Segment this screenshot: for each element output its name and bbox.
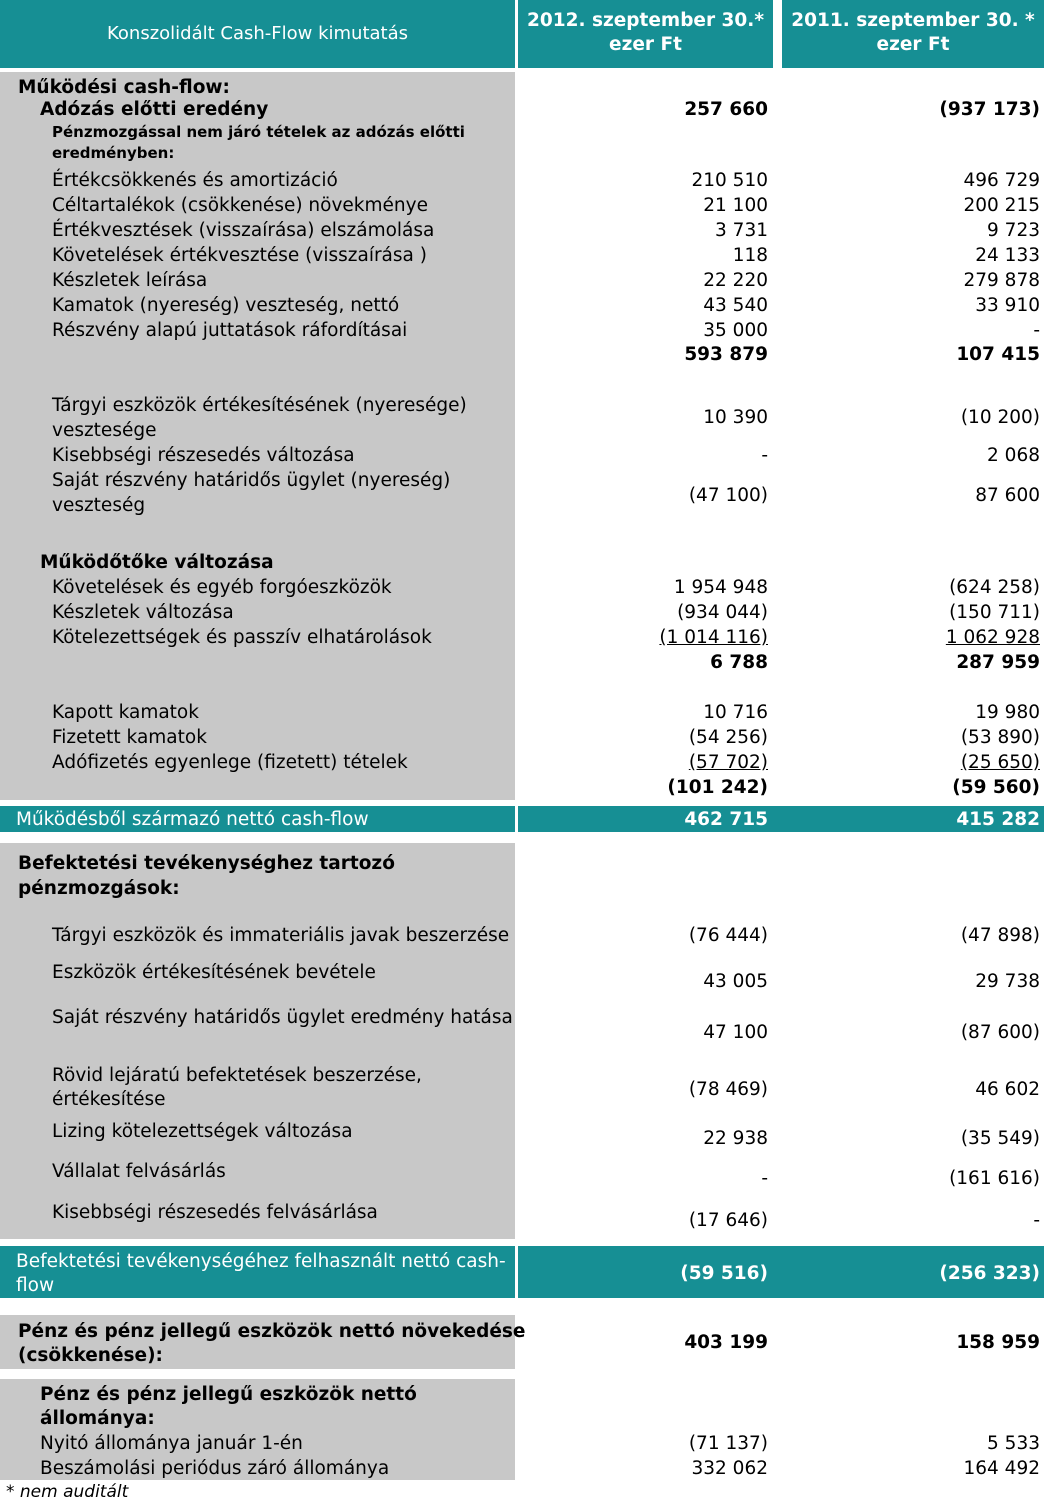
- item-label-line1: Tárgyi eszközök értékesítésének (nyeresége): [52, 395, 467, 416]
- page-title: Konszolidált Cash-Flow kimutatás: [106, 23, 409, 44]
- investing-net-label-line1: Befektetési tevékenységéhez felhasznált nettó cash-: [16, 1251, 506, 1272]
- item-value-2011: (35 549): [960, 1128, 1040, 1149]
- item-label: Lizing kötelezettségek változása: [52, 1121, 353, 1142]
- item-value-2011: 9 723: [987, 220, 1040, 241]
- subtotal1-value-2012: 593 879: [684, 344, 768, 365]
- cash-balance-heading-line1: Pénz és pénz jellegű eszközök nettó: [40, 1384, 417, 1405]
- item-value-2012: (57 702): [688, 752, 768, 773]
- pbt-label: Adózás előtti eredény: [40, 99, 269, 120]
- item-label: Kapott kamatok: [52, 702, 199, 723]
- item-label: Vállalat felvásárlás: [52, 1161, 226, 1182]
- interest-total-2011: (59 560): [952, 777, 1040, 798]
- item-label: Kamatok (nyereség) veszteség, nettó: [52, 295, 400, 316]
- item-value-2012: (54 256): [688, 727, 768, 748]
- investing-heading-line2: pénzmozgások:: [18, 878, 180, 899]
- item-value-2012: 332 062: [691, 1458, 768, 1479]
- item-value-2011: -: [1033, 1210, 1040, 1231]
- item-value-2011: 5 533: [987, 1433, 1040, 1454]
- cash-change-label-line2: (csökkenése):: [18, 1345, 163, 1366]
- item-label: Követelések és egyéb forgóeszközök: [52, 577, 392, 598]
- item-label-line1: Rövid lejáratú befektetések beszerzése,: [52, 1065, 422, 1086]
- item-value-2011: 87 600: [975, 485, 1040, 506]
- item-label: Eszközök értékesítésének bevétele: [52, 962, 376, 983]
- item-label-line2: értékesítése: [52, 1089, 166, 1110]
- item-value-2012: 3 731: [715, 220, 768, 241]
- item-label: Kisebbségi részesedés felvásárlása: [52, 1202, 378, 1223]
- operating-net-label: Működésből származó nettó cash-flow: [16, 809, 369, 830]
- item-label: Céltartalékok (csökkenése) növekménye: [52, 195, 428, 216]
- item-value-2011: 279 878: [963, 270, 1040, 291]
- item-value-2012: 22 938: [703, 1128, 768, 1149]
- col1-header: 2012. szeptember 30.* ezer Ft: [527, 10, 764, 55]
- noncash-heading-line2: eredményben:: [52, 144, 175, 162]
- item-value-2011: 29 738: [975, 971, 1040, 992]
- noncash-heading-line1: Pénzmozgással nem járó tételek az adózás előtti: [52, 123, 465, 141]
- item-value-2011: (150 711): [949, 602, 1040, 623]
- item-value-2011: 496 729: [963, 170, 1040, 191]
- item-value-2012: 43 005: [703, 971, 768, 992]
- item-label-line1: Kisebbségi részesedés változása: [52, 445, 355, 466]
- item-value-2012: (71 137): [688, 1433, 768, 1454]
- item-label: Értékvesztések (visszaírása) elszámolása: [52, 220, 435, 241]
- cash-change-2011: 158 959: [956, 1332, 1040, 1353]
- investing-heading-line1: Befektetési tevékenységhez tartozó: [18, 853, 395, 874]
- item-value-2011: 164 492: [963, 1458, 1040, 1479]
- item-value-2011: -: [1033, 320, 1040, 341]
- item-value-2011: (161 616): [949, 1168, 1040, 1189]
- item-label: Részvény alapú juttatások ráfordításai: [52, 320, 408, 341]
- item-value-2012: (78 469): [688, 1079, 768, 1100]
- cash-balance-heading-line2: állománya:: [40, 1408, 155, 1429]
- item-label-line2: veszteség: [52, 495, 146, 516]
- item-label: Értékcsökkenés és amortizáció: [52, 170, 338, 191]
- item-label: Kötelezettségek és passzív elhatárolások: [52, 627, 432, 648]
- interest-total-2012: (101 242): [667, 777, 768, 798]
- item-value-2011: (624 258): [949, 577, 1040, 598]
- item-value-2011: (47 898): [960, 925, 1040, 946]
- item-value-2012: 10 390: [703, 407, 768, 428]
- item-label-line1: Saját részvény határidős ügylet (nyereség): [52, 470, 451, 491]
- wc-heading: Működőtőke változása: [40, 552, 274, 573]
- item-value-2012: (934 044): [677, 602, 768, 623]
- item-value-2012: (47 100): [688, 485, 768, 506]
- col2-header: 2011. szeptember 30. * ezer Ft: [791, 10, 1035, 55]
- footnote: * nem auditált: [6, 1482, 129, 1502]
- item-label: Fizetett kamatok: [52, 727, 207, 748]
- item-value-2011: 2 068: [987, 445, 1040, 466]
- item-value-2012: 210 510: [691, 170, 768, 191]
- item-value-2011: (10 200): [960, 407, 1040, 428]
- item-label: Tárgyi eszközök és immateriális javak beszerzése: [52, 925, 510, 946]
- item-value-2012: 118: [732, 245, 768, 266]
- pbt-value-2012: 257 660: [684, 99, 768, 120]
- operating-net-2011: 415 282: [956, 809, 1040, 830]
- item-label: Nyitó állománya január 1-én: [40, 1433, 303, 1454]
- item-label: Készletek változása: [52, 602, 234, 623]
- item-value-2012: 22 220: [703, 270, 768, 291]
- wc-total-2012: 6 788: [710, 652, 768, 673]
- item-value-2012: 10 716: [703, 702, 768, 723]
- item-value-2011: 46 602: [975, 1079, 1040, 1100]
- cash-change-2012: 403 199: [684, 1332, 768, 1353]
- item-value-2012: 35 000: [703, 320, 768, 341]
- item-label: Saját részvény határidős ügylet eredmény hatása: [52, 1007, 513, 1028]
- item-label-line2: vesztesége: [52, 420, 157, 441]
- item-value-2011: 33 910: [975, 295, 1040, 316]
- wc-total-2011: 287 959: [956, 652, 1040, 673]
- item-value-2011: (53 890): [960, 727, 1040, 748]
- item-value-2011: (87 600): [960, 1022, 1040, 1043]
- investing-net-2012: (59 516): [680, 1263, 768, 1284]
- cash-change-label-line1: Pénz és pénz jellegű eszközök nettó növekedése: [18, 1321, 526, 1342]
- investing-net-2011: (256 323): [939, 1263, 1040, 1284]
- item-value-2011: 24 133: [975, 245, 1040, 266]
- item-value-2012: (1 014 116): [659, 627, 768, 648]
- operating-net-2012: 462 715: [684, 809, 768, 830]
- subtotal1-value-2011: 107 415: [956, 344, 1040, 365]
- item-value-2012: 21 100: [703, 195, 768, 216]
- operating-heading: Működési cash-flow:: [18, 77, 230, 98]
- item-value-2011: 200 215: [963, 195, 1040, 216]
- item-value-2012: 47 100: [703, 1022, 768, 1043]
- item-label: Készletek leírása: [52, 270, 208, 291]
- item-value-2011: (25 650): [960, 752, 1040, 773]
- item-label: Beszámolási periódus záró állománya: [40, 1458, 390, 1479]
- item-value-2012: 1 954 948: [673, 577, 768, 598]
- item-value-2012: (76 444): [688, 925, 768, 946]
- item-value-2011: 19 980: [975, 702, 1040, 723]
- item-value-2012: -: [761, 445, 768, 466]
- investing-net-label-line2: flow: [16, 1275, 55, 1296]
- item-label: Követelések értékvesztése (visszaírása ): [52, 245, 427, 266]
- item-value-2012: -: [761, 1168, 768, 1189]
- pbt-value-2011: (937 173): [939, 99, 1040, 120]
- item-value-2011: 1 062 928: [945, 627, 1040, 648]
- item-value-2012: (17 646): [688, 1210, 768, 1231]
- item-label: Adófizetés egyenlege (fizetett) tételek: [52, 752, 408, 773]
- item-value-2012: 43 540: [703, 295, 768, 316]
